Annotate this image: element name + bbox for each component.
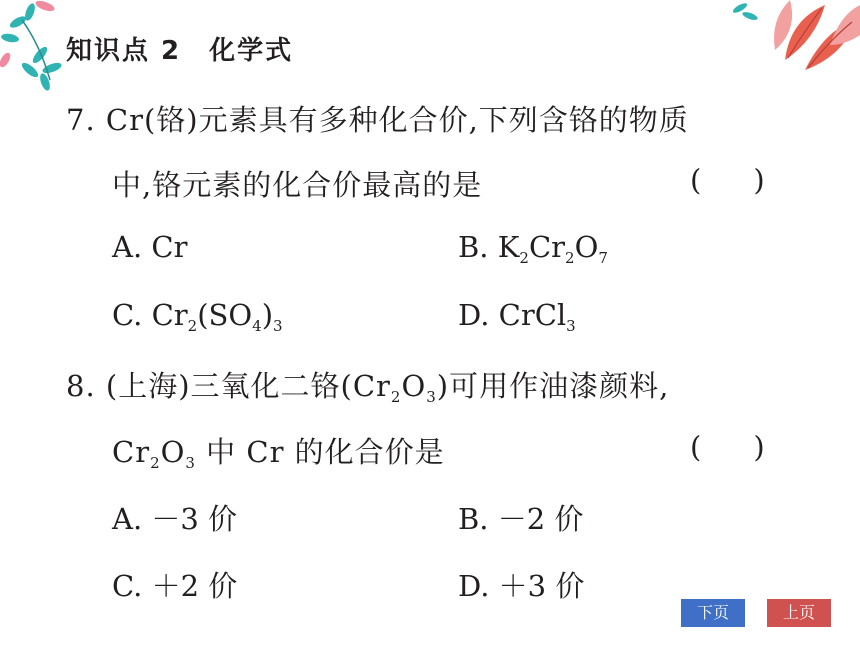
q7-option-c[interactable] (112, 298, 283, 335)
leaf-decoration-right (730, 0, 860, 75)
q8-stem-line1 (66, 364, 669, 405)
q7-stem-line1: 7. Cr(铬)元素具有多种化合价,下列含铬的物质 (66, 103, 689, 137)
formula-part: CrCl (498, 298, 567, 332)
subscript: 3 (566, 317, 576, 335)
formula-part: (SO (197, 298, 253, 332)
stem-text: Cr (112, 435, 151, 469)
subscript: 3 (273, 317, 283, 335)
stem-text: O (401, 369, 427, 403)
subscript: 4 (252, 317, 262, 335)
option-label: A. (112, 230, 143, 264)
subscript: 7 (598, 249, 608, 267)
q7-option-a[interactable] (112, 230, 187, 264)
paren-open: ( (690, 163, 702, 197)
paren-close: ) (753, 163, 765, 197)
subscript: 2 (519, 249, 529, 267)
option-label: C. (112, 298, 143, 332)
subscript: 3 (185, 454, 196, 472)
formula-part: Cr (528, 230, 566, 264)
stem-text: 8. (上海)三氧化二铬(Cr (66, 369, 391, 403)
paren-close: ) (753, 430, 765, 464)
q7-option-b[interactable] (458, 230, 608, 267)
formula-part: Cr (151, 298, 188, 332)
q8-answer-blank[interactable] (690, 430, 765, 464)
subscript: 2 (390, 388, 402, 406)
section-title: 知识点 2 化学式 (66, 36, 294, 66)
q8-stem-line2 (112, 430, 445, 471)
next-page-button[interactable]: 下页 (681, 599, 745, 627)
formula-part: O (574, 230, 599, 264)
paren-open: ( (690, 430, 702, 464)
previous-page-button[interactable]: 上页 (767, 599, 831, 627)
subscript: 3 (426, 388, 437, 406)
option-label: B. (458, 230, 489, 264)
subscript: 2 (150, 454, 161, 472)
formula-part: ) (261, 298, 274, 332)
q8-option-d[interactable]: D. ＋3 价 (458, 569, 585, 603)
option-text: Cr (151, 230, 188, 264)
subscript: 2 (187, 317, 198, 335)
stem-text: 中 Cr 的化合价是 (195, 435, 445, 469)
q7-stem-line2: 中,铬元素的化合价最高的是 (112, 168, 483, 202)
q8-option-a[interactable]: A. －3 价 (112, 502, 238, 536)
subscript: 2 (565, 249, 575, 267)
stem-text: O (160, 435, 186, 469)
q8-option-b[interactable]: B. －2 价 (458, 502, 584, 536)
q7-answer-blank[interactable] (690, 163, 765, 197)
formula-part: K (497, 230, 520, 264)
q8-option-c[interactable]: C. ＋2 价 (112, 569, 238, 603)
option-label: D. (458, 298, 490, 332)
q7-option-d[interactable] (458, 298, 576, 335)
stem-text: )可用作油漆颜料, (436, 369, 670, 403)
